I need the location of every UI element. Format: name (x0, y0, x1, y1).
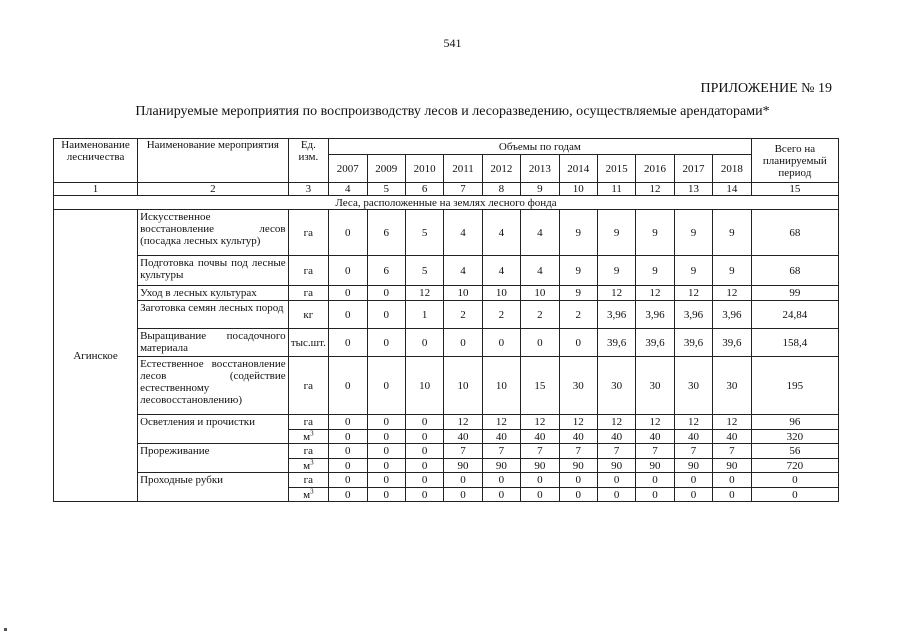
header-year: 2018 (713, 155, 752, 183)
value-cell: 0 (444, 473, 482, 488)
value-cell: 9 (597, 256, 635, 286)
scan-mark (4, 628, 7, 631)
value-cell: 0 (521, 329, 559, 357)
value-cell: 30 (636, 357, 674, 415)
forestry-name-cell: Агинское (54, 210, 138, 502)
unit-cell (288, 444, 328, 459)
activity-cell: Заготовка семян лесных пород (138, 301, 289, 329)
activity-cell: Уход в лесных культурах (138, 286, 289, 301)
value-cell: 7 (713, 444, 752, 459)
value-cell: 0 (329, 473, 367, 488)
value-cell: 0 (636, 488, 674, 502)
table-row (54, 210, 839, 256)
value-cell: 2 (444, 301, 482, 329)
value-cell: 7 (636, 444, 674, 459)
value-cell: 6 (367, 256, 405, 286)
value-cell: 10 (482, 286, 520, 301)
value-cell: 9 (597, 210, 635, 256)
header-year: 2015 (597, 155, 635, 183)
total-cell: 195 (751, 357, 838, 415)
unit-superscript: 3 (310, 458, 314, 466)
value-cell: 0 (367, 488, 405, 502)
value-cell: 0 (329, 488, 367, 502)
value-cell: 2 (559, 301, 597, 329)
table-row (54, 473, 839, 488)
value-cell: 0 (559, 329, 597, 357)
column-number: 1 (54, 183, 138, 196)
unit-text: кг (303, 308, 314, 321)
total-cell: 99 (751, 286, 838, 301)
unit-text: га (303, 474, 314, 486)
value-cell: 7 (559, 444, 597, 459)
unit-text: тыс.шт. (290, 336, 326, 349)
value-cell: 90 (713, 459, 752, 473)
activity-cell: Осветления и прочистки (138, 415, 289, 444)
value-cell: 0 (329, 210, 367, 256)
column-number: 12 (636, 183, 674, 196)
total-cell: 720 (751, 459, 838, 473)
value-cell: 9 (559, 210, 597, 256)
column-number: 5 (367, 183, 405, 196)
value-cell: 12 (597, 415, 635, 430)
value-cell: 0 (559, 473, 597, 488)
value-cell: 0 (329, 415, 367, 430)
value-cell: 90 (597, 459, 635, 473)
column-number: 15 (751, 183, 838, 196)
value-cell: 7 (521, 444, 559, 459)
value-cell: 4 (444, 210, 482, 256)
unit-cell (288, 256, 328, 286)
appendix-title: ПРИЛОЖЕНИЕ № 19 (700, 81, 832, 96)
column-number: 14 (713, 183, 752, 196)
value-cell: 0 (367, 329, 405, 357)
value-cell: 6 (367, 210, 405, 256)
value-cell: 12 (482, 415, 520, 430)
value-cell: 90 (482, 459, 520, 473)
value-cell: 2 (521, 301, 559, 329)
value-cell: 0 (482, 488, 520, 502)
value-cell: 0 (674, 473, 712, 488)
unit-cell (288, 357, 328, 415)
value-cell: 3,96 (636, 301, 674, 329)
column-number: 7 (444, 183, 482, 196)
section-title: Леса, расположенные на землях лесного фонда (54, 196, 839, 210)
header-year: 2016 (636, 155, 674, 183)
table-row (54, 301, 839, 329)
column-number: 4 (329, 183, 367, 196)
total-cell: 96 (751, 415, 838, 430)
value-cell: 40 (444, 430, 482, 444)
table-row (54, 256, 839, 286)
value-cell: 90 (521, 459, 559, 473)
value-cell: 30 (597, 357, 635, 415)
value-cell: 5 (405, 256, 443, 286)
value-cell: 40 (521, 430, 559, 444)
value-cell: 0 (329, 256, 367, 286)
value-cell: 9 (674, 210, 712, 256)
value-cell: 40 (674, 430, 712, 444)
table-row (54, 444, 839, 459)
value-cell: 39,6 (713, 329, 752, 357)
value-cell: 15 (521, 357, 559, 415)
value-cell: 10 (405, 357, 443, 415)
unit-cell (288, 286, 328, 301)
unit-text: га (303, 287, 314, 299)
total-cell: 24,84 (751, 301, 838, 329)
header-year: 2009 (367, 155, 405, 183)
value-cell: 12 (444, 415, 482, 430)
header-year: 2011 (444, 155, 482, 183)
unit-superscript: 3 (310, 487, 314, 495)
value-cell: 0 (367, 473, 405, 488)
activity-cell: Искусственное восстановление лесов (посадка лесных культур) (138, 210, 289, 256)
value-cell: 0 (329, 357, 367, 415)
table-row (54, 357, 839, 415)
value-cell: 3,96 (713, 301, 752, 329)
value-cell: 12 (405, 286, 443, 301)
value-cell: 40 (713, 430, 752, 444)
value-cell: 7 (444, 444, 482, 459)
header-volumes-by-year: Объемы по годам (329, 139, 752, 155)
value-cell: 4 (482, 210, 520, 256)
unit-cell (288, 415, 328, 430)
total-cell: 0 (751, 488, 838, 502)
value-cell: 0 (329, 286, 367, 301)
value-cell: 0 (405, 444, 443, 459)
value-cell: 9 (713, 210, 752, 256)
activity-cell: Проходные рубки (138, 473, 289, 502)
value-cell: 0 (405, 430, 443, 444)
value-cell: 0 (405, 488, 443, 502)
value-cell: 0 (674, 488, 712, 502)
value-cell: 9 (713, 256, 752, 286)
value-cell: 0 (329, 459, 367, 473)
value-cell: 12 (713, 286, 752, 301)
unit-text: га (303, 445, 314, 457)
header-year: 2007 (329, 155, 367, 183)
value-cell: 40 (636, 430, 674, 444)
value-cell: 5 (405, 210, 443, 256)
value-cell: 0 (329, 329, 367, 357)
value-cell: 0 (521, 473, 559, 488)
value-cell: 0 (597, 473, 635, 488)
value-cell: 12 (597, 286, 635, 301)
value-cell: 7 (674, 444, 712, 459)
total-cell: 320 (751, 430, 838, 444)
unit-superscript: 3 (310, 429, 314, 437)
column-number: 6 (405, 183, 443, 196)
value-cell: 7 (597, 444, 635, 459)
value-cell: 10 (482, 357, 520, 415)
value-cell: 7 (482, 444, 520, 459)
value-cell: 40 (482, 430, 520, 444)
total-cell: 68 (751, 210, 838, 256)
value-cell: 0 (636, 473, 674, 488)
value-cell: 90 (674, 459, 712, 473)
unit-cell (288, 329, 328, 357)
header-year: 2017 (674, 155, 712, 183)
value-cell: 0 (713, 473, 752, 488)
value-cell: 0 (367, 459, 405, 473)
value-cell: 0 (329, 430, 367, 444)
value-cell: 12 (713, 415, 752, 430)
value-cell: 12 (521, 415, 559, 430)
unit-text: м (303, 430, 311, 443)
table-row (54, 286, 839, 301)
value-cell: 0 (482, 473, 520, 488)
value-cell: 4 (521, 210, 559, 256)
value-cell: 12 (636, 286, 674, 301)
activity-cell: Прореживание (138, 444, 289, 473)
total-cell: 68 (751, 256, 838, 286)
header-unit: Ед. изм. (288, 139, 328, 183)
value-cell: 9 (636, 210, 674, 256)
page-number: 541 (443, 36, 462, 50)
value-cell: 0 (559, 488, 597, 502)
value-cell: 0 (405, 459, 443, 473)
value-cell: 9 (559, 256, 597, 286)
unit-text: м (303, 459, 311, 472)
activities-table (53, 138, 839, 502)
value-cell: 10 (521, 286, 559, 301)
value-cell: 4 (521, 256, 559, 286)
value-cell: 0 (482, 329, 520, 357)
value-cell: 0 (367, 301, 405, 329)
unit-text: га (303, 264, 314, 277)
unit-text: м (303, 488, 311, 501)
value-cell: 0 (329, 301, 367, 329)
document-title: Планируемые мероприятия по воспроизводству лесов и лесоразведению, осуществляемые арендаторами* (135, 104, 770, 119)
value-cell: 0 (367, 286, 405, 301)
value-cell: 39,6 (597, 329, 635, 357)
unit-cell (288, 459, 328, 473)
value-cell: 12 (674, 286, 712, 301)
column-number: 11 (597, 183, 635, 196)
value-cell: 0 (367, 357, 405, 415)
unit-text: га (303, 379, 314, 392)
value-cell: 4 (444, 256, 482, 286)
total-cell: 0 (751, 473, 838, 488)
header-year: 2013 (521, 155, 559, 183)
value-cell: 1 (405, 301, 443, 329)
value-cell: 12 (674, 415, 712, 430)
header-year: 2012 (482, 155, 520, 183)
unit-text: га (303, 416, 314, 428)
value-cell: 30 (713, 357, 752, 415)
value-cell: 2 (482, 301, 520, 329)
value-cell: 90 (559, 459, 597, 473)
value-cell: 0 (367, 430, 405, 444)
value-cell: 12 (636, 415, 674, 430)
value-cell: 0 (444, 488, 482, 502)
table-row (54, 415, 839, 430)
value-cell: 0 (329, 444, 367, 459)
column-number: 10 (559, 183, 597, 196)
unit-cell (288, 210, 328, 256)
value-cell: 10 (444, 357, 482, 415)
value-cell: 0 (367, 444, 405, 459)
value-cell: 9 (559, 286, 597, 301)
value-cell: 0 (713, 488, 752, 502)
value-cell: 90 (444, 459, 482, 473)
value-cell: 3,96 (597, 301, 635, 329)
table-row (54, 329, 839, 357)
value-cell: 9 (674, 256, 712, 286)
value-cell: 12 (559, 415, 597, 430)
value-cell: 3,96 (674, 301, 712, 329)
unit-text: га (303, 226, 314, 239)
value-cell: 30 (674, 357, 712, 415)
unit-cell (288, 473, 328, 488)
value-cell: 40 (597, 430, 635, 444)
column-number: 8 (482, 183, 520, 196)
value-cell: 9 (636, 256, 674, 286)
unit-cell (288, 488, 328, 502)
value-cell: 0 (405, 415, 443, 430)
column-number: 9 (521, 183, 559, 196)
header-year: 2014 (559, 155, 597, 183)
value-cell: 39,6 (674, 329, 712, 357)
total-cell: 158,4 (751, 329, 838, 357)
value-cell: 90 (636, 459, 674, 473)
value-cell: 0 (444, 329, 482, 357)
activity-cell: Естественное восстановление лесов (содействие естественному лесовосстановлению) (138, 357, 289, 415)
activity-cell: Выращивание посадочного материала (138, 329, 289, 357)
column-number: 2 (138, 183, 289, 196)
header-total: Всего на планируемый период (751, 139, 838, 183)
value-cell: 0 (521, 488, 559, 502)
header-year: 2010 (405, 155, 443, 183)
column-number: 13 (674, 183, 712, 196)
value-cell: 30 (559, 357, 597, 415)
value-cell: 0 (597, 488, 635, 502)
value-cell: 0 (405, 473, 443, 488)
value-cell: 0 (405, 329, 443, 357)
unit-cell (288, 301, 328, 329)
header-forestry: Наименование лесничества (54, 139, 138, 183)
column-number: 3 (288, 183, 328, 196)
activity-cell: Подготовка почвы под лесные культуры (138, 256, 289, 286)
value-cell: 39,6 (636, 329, 674, 357)
value-cell: 10 (444, 286, 482, 301)
value-cell: 4 (482, 256, 520, 286)
unit-cell (288, 430, 328, 444)
total-cell: 56 (751, 444, 838, 459)
value-cell: 40 (559, 430, 597, 444)
header-activity: Наименование мероприятия (138, 139, 289, 183)
value-cell: 0 (367, 415, 405, 430)
